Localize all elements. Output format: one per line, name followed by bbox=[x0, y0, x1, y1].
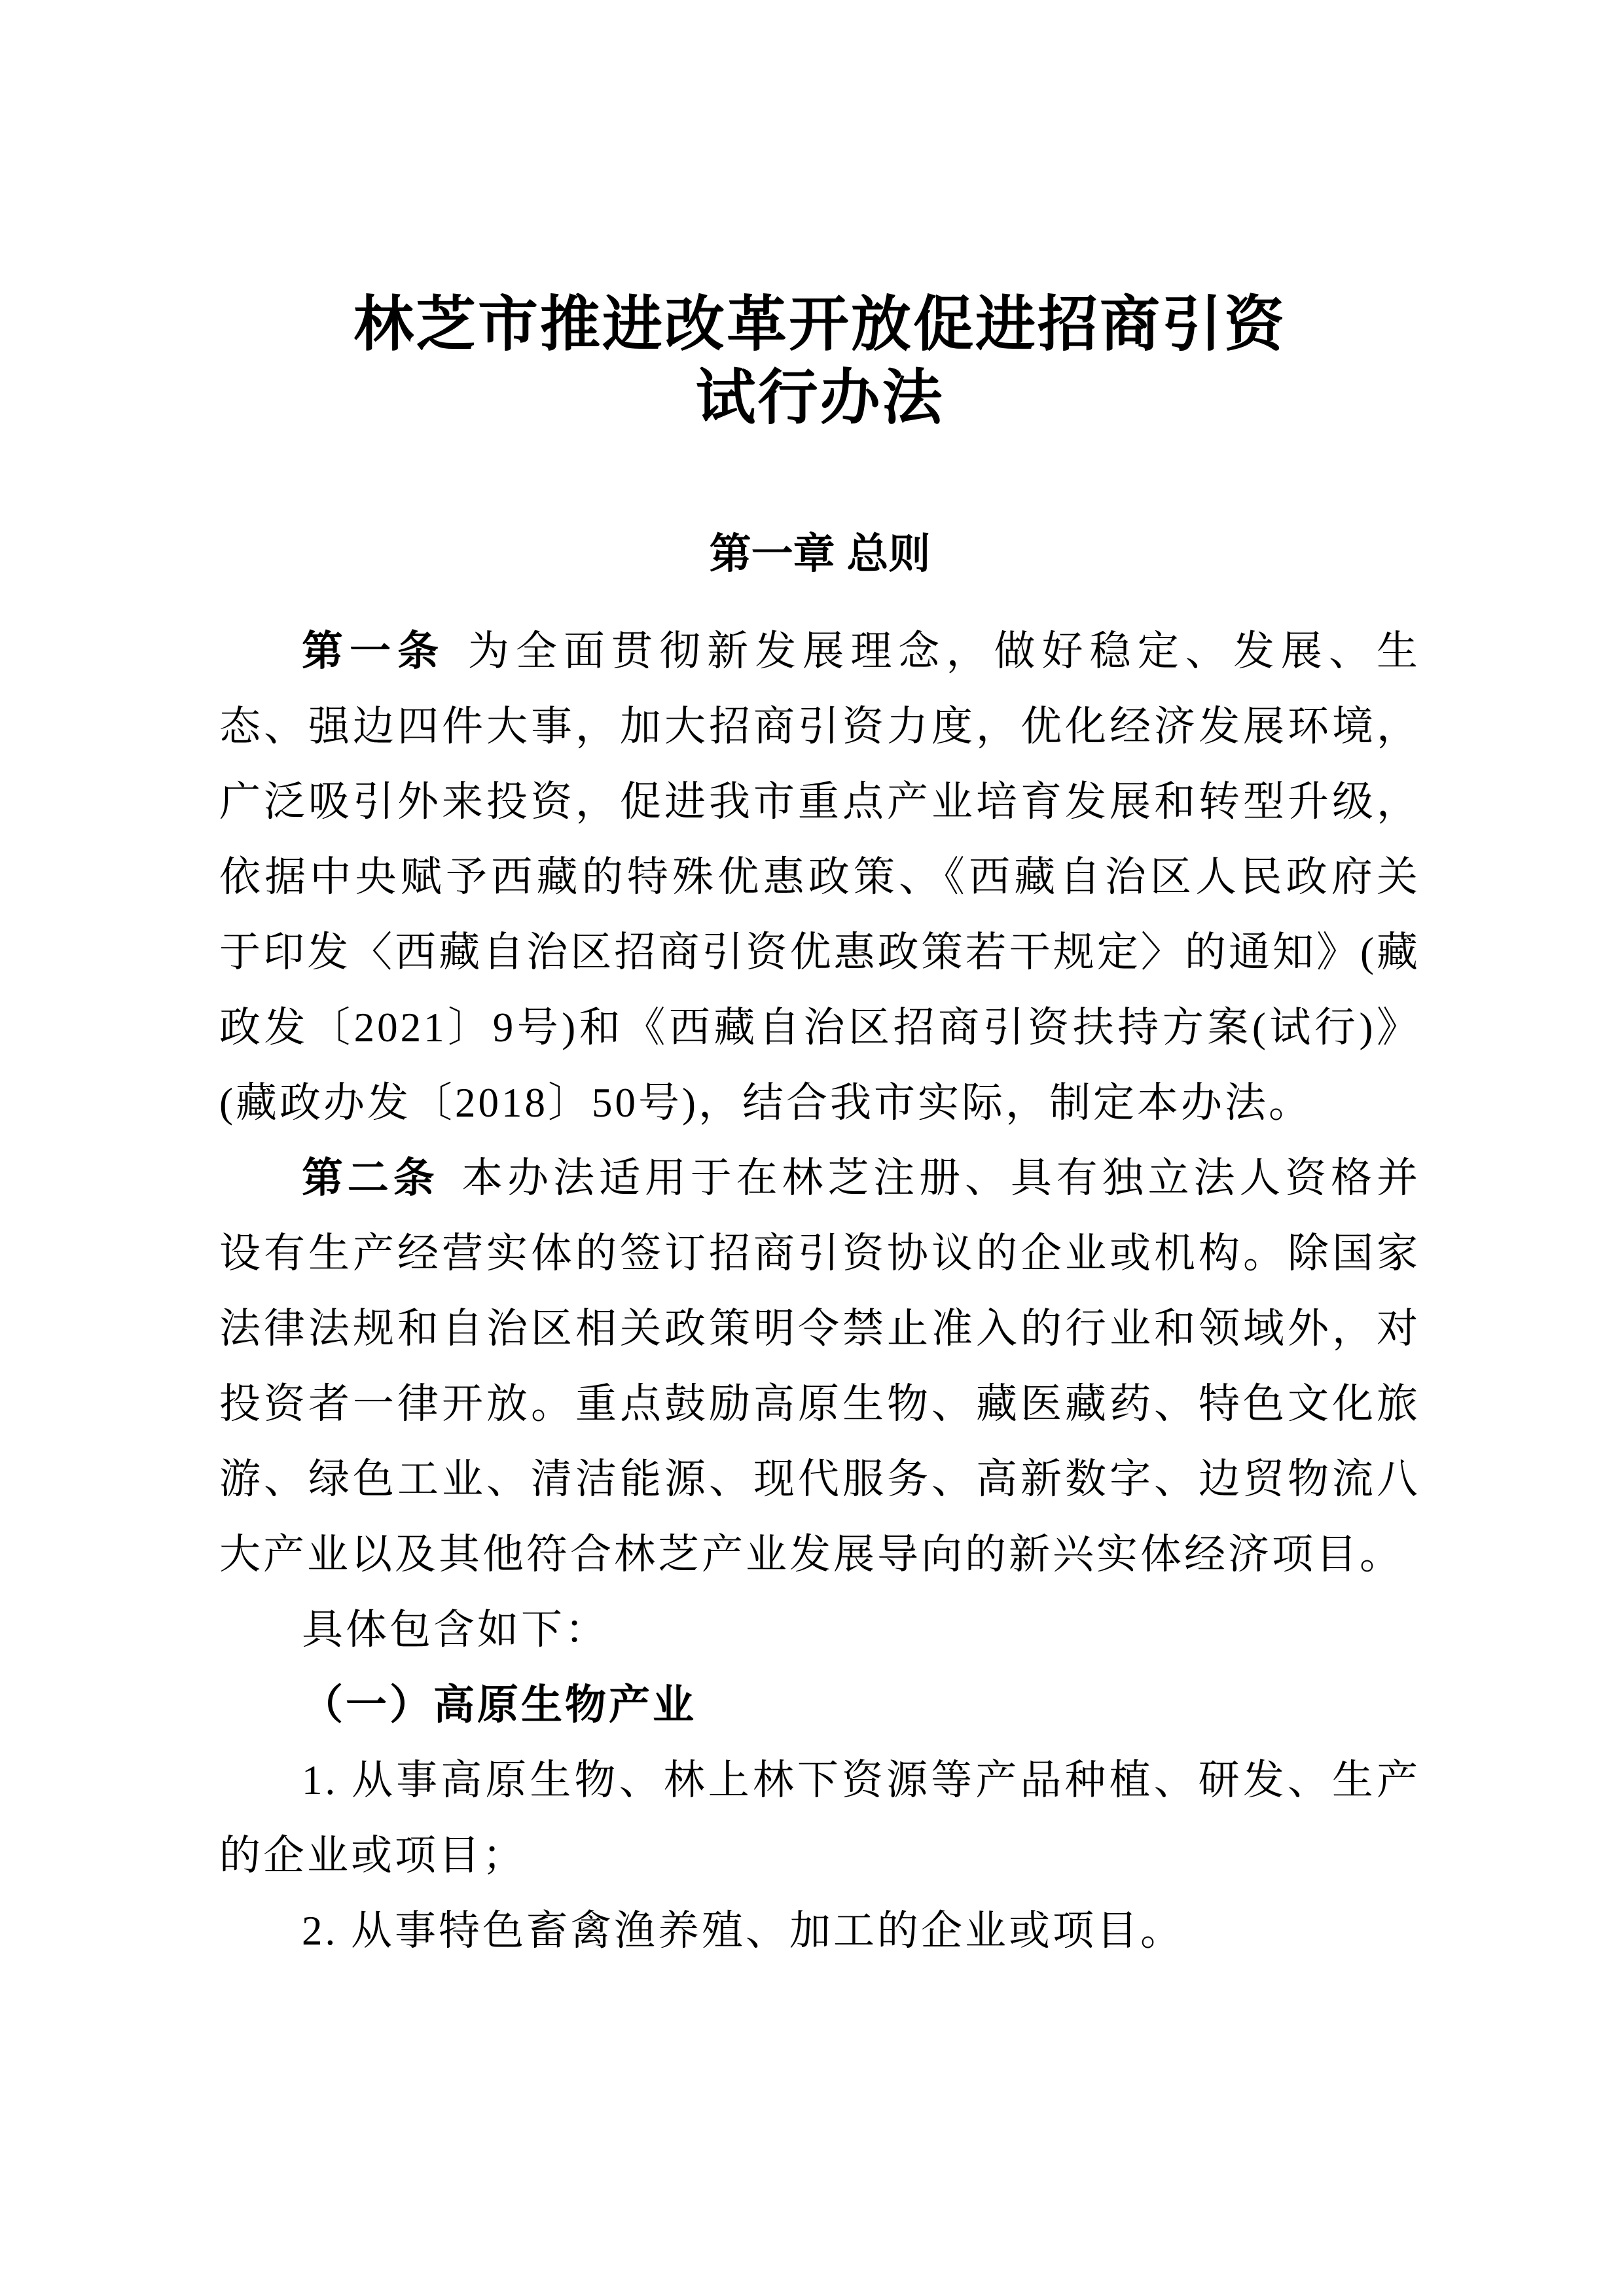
section-1-heading: （一）高原生物产业 bbox=[302, 1682, 696, 1728]
article-2-label: 第二条 bbox=[302, 1155, 439, 1201]
article-1-paragraph bbox=[219, 614, 1420, 1141]
article-2-paragraph bbox=[219, 1141, 1420, 1592]
section-1-item-1: 1. 从事高原生物、林上林下资源等产品种植、研发、生产的企业或项目； bbox=[219, 1757, 1420, 1878]
article-1-label: 第一条 bbox=[302, 628, 446, 674]
document-title bbox=[219, 288, 1420, 435]
document-body bbox=[219, 614, 1420, 1969]
chapter-heading: 第一章 总则 bbox=[709, 530, 931, 577]
article-2-text: 本办法适用于在林芝注册、具有独立法人资格并设有生产经营实体的签订招商引资协议的企业或机构。除国家法律法规和自治区相关政策明令禁止准入的行业和领域外，对投资者一律开放。重点鼓励高原生物、藏医藏药、特色文化旅游、绿色工业、清洁能源、现代服务、高新数字、边贸物流八大产业以及其他符合林芝产业发展导向的新兴实体经济项目。 bbox=[219, 1155, 1421, 1577]
article-1-text: 为全面贯彻新发展理念，做好稳定、发展、生态、强边四件大事，加大招商引资力度，优化经济发展环境，广泛吸引外来投资，促进我市重点产业培育发展和转型升级，依据中央赋予西藏的特殊优惠政策、《西藏自治区人民政府关于印发〈西藏自治区招商引资优惠政策若干规定〉的通知》(藏政发〔2021〕9号)和《西藏自治区招商引资扶持方案(试行)》(藏政办发〔2018〕50号)，结合我市实际，制定本办法。 bbox=[219, 628, 1421, 1126]
document-title-line-1: 林芝市推进改革开放促进招商引资 bbox=[353, 291, 1286, 358]
intro-line: 具体包含如下： bbox=[302, 1607, 609, 1653]
document-title-line-2: 试行办法 bbox=[695, 365, 945, 431]
section-1-item-2: 2. 从事特色畜禽渔养殖、加工的企业或项目。 bbox=[302, 1908, 1184, 1954]
